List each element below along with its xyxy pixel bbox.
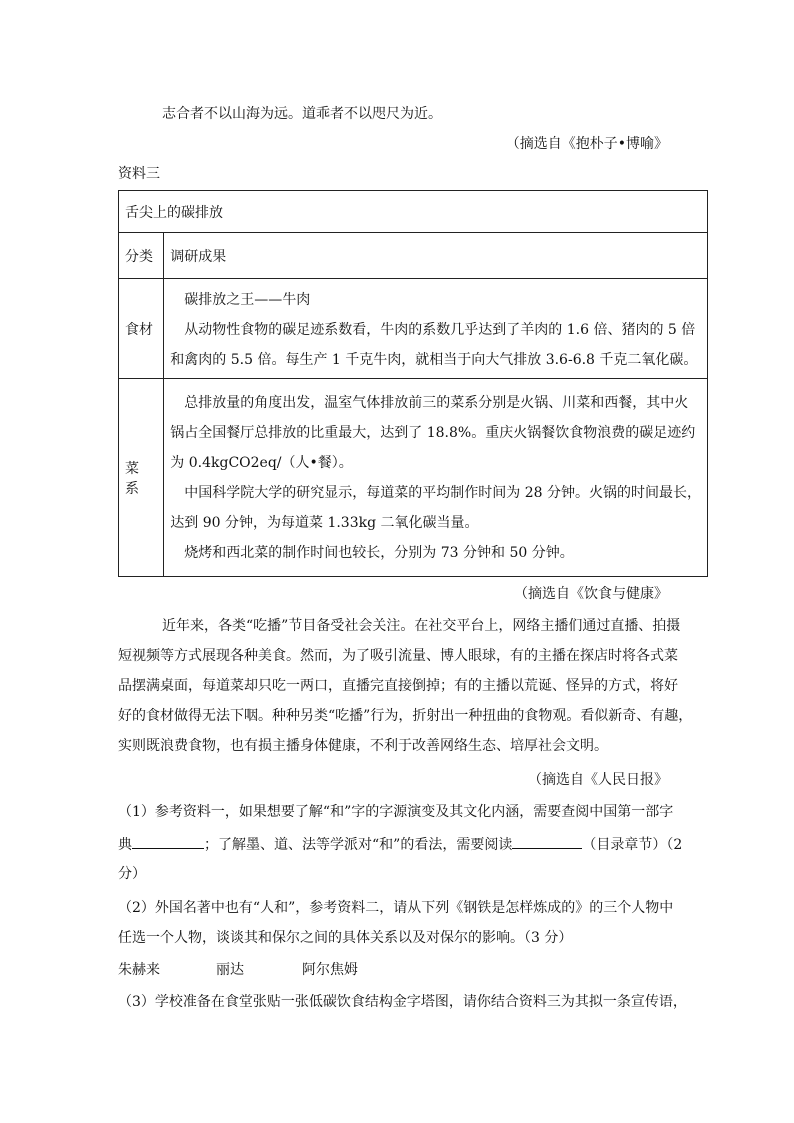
answer-blank-2[interactable] [512, 834, 582, 849]
article-line: 实则既浪费食物，也有损主播身体健康，不利于改善网络生态、培厚社会文明。 [118, 738, 608, 754]
row-line: 和禽肉的 5.5 倍。每生产 1 千克牛肉，就相当于向大气排放 3.6-6.8 千克二氧化碳。 [170, 351, 698, 368]
table-header-row [119, 233, 708, 279]
q2-line2: 任选一个人物，谈谈其和保尔之间的具体关系以及对保尔的影响。（3 分） [118, 930, 573, 946]
quote-source: （摘选自《抱朴子•博喻》 [505, 136, 668, 152]
article-line: 近年来，各类“吃播”节目备受社会关注。在社交平台上，网络主播们通过直播、拍摄 [162, 618, 681, 634]
q3-line1: （3）学校准备在食堂张贴一张低碳饮食结构金字塔图，请你结合资料三为其拟一条宣传语， [118, 994, 687, 1010]
table-row [119, 279, 708, 379]
q1-text-b: ；了解墨、道、法等学派对“和”的看法，需要阅读 [204, 837, 513, 853]
row-line: 碳排放之王——牛肉 [184, 291, 311, 308]
row-line: 锅占全国餐厅总排放的比重最大，达到了 18.8%。重庆火锅餐饮食物浪费的碳足迹约 [170, 424, 696, 441]
q2-line1: （2）外国名著中也有“人和”，参考资料二，请从下列《钢铁是怎样炼成的》的三个人物中 [118, 900, 674, 916]
q1-line2 [118, 834, 682, 855]
article-source: （摘选自《人民日报》 [528, 772, 668, 788]
header-result: 调研成果 [164, 233, 708, 279]
row-content-ingredients [164, 279, 708, 379]
article-line: 短视频等方式展现各种美食。然而，为了吸引流量、博人眼球，有的主播在探店时将各式菜 [118, 648, 678, 664]
material3-heading: 资料三 [118, 166, 160, 182]
row-line: 从动物性食物的碳足迹系数看，牛肉的系数几乎达到了羊肉的 1.6 倍、猪肉的 5 倍 [184, 321, 696, 338]
q1-line1: （1）参考资料一，如果想要了解“和”字的字源演变及其文化内涵，需要查阅中国第一部字 [118, 804, 674, 820]
article-line: 好的食材做得无法下咽。种种另类“吃播”行为，折射出一种扭曲的食物观。看似新奇、有趣， [118, 708, 693, 724]
table-title-row [119, 191, 708, 233]
character-option: 阿尔焦姆 [302, 962, 358, 978]
table-source: （摘选自《饮食与健康》 [514, 586, 668, 602]
q2-character-list [118, 960, 358, 980]
row-line: 总排放量的角度出发，温室气体排放前三的菜系分别是火锅、川菜和西餐，其中火 [184, 394, 689, 411]
table-row [119, 379, 708, 577]
q1-text-a: 典 [118, 837, 132, 853]
header-category: 分类 [119, 233, 164, 279]
row-line: 烧烤和西北菜的制作时间也较长，分别为 73 分钟和 50 分钟。 [184, 544, 574, 561]
row-content-cuisine [164, 379, 708, 577]
table-title: 舌尖上的碳排放 [119, 191, 708, 233]
quote-text: 志合者不以山海为远。道乖者不以咫尺为近。 [162, 106, 442, 122]
row-line: 为 0.4kgCO2eq/（人•餐）。 [170, 454, 353, 471]
row-category-ingredients: 食材 [119, 279, 164, 379]
carbon-table [118, 190, 708, 577]
character-option: 丽达 [216, 962, 244, 978]
row-category-cuisine: 菜 系 [119, 379, 164, 577]
q1-text-c: （目录章节）（2 [582, 837, 683, 853]
answer-blank-1[interactable] [132, 834, 204, 849]
q1-line3: 分） [118, 866, 146, 882]
row-line: 达到 90 分钟，为每道菜 1.33kg 二氧化碳当量。 [170, 514, 479, 531]
article-line: 品摆满桌面，每道菜却只吃一两口，直播完直接倒掉；有的主播以荒诞、怪异的方式，将好 [118, 678, 678, 694]
character-option: 朱赫来 [118, 962, 160, 978]
row-line: 中国科学院大学的研究显示，每道菜的平均制作时间为 28 分钟。火锅的时间最长， [184, 484, 701, 501]
